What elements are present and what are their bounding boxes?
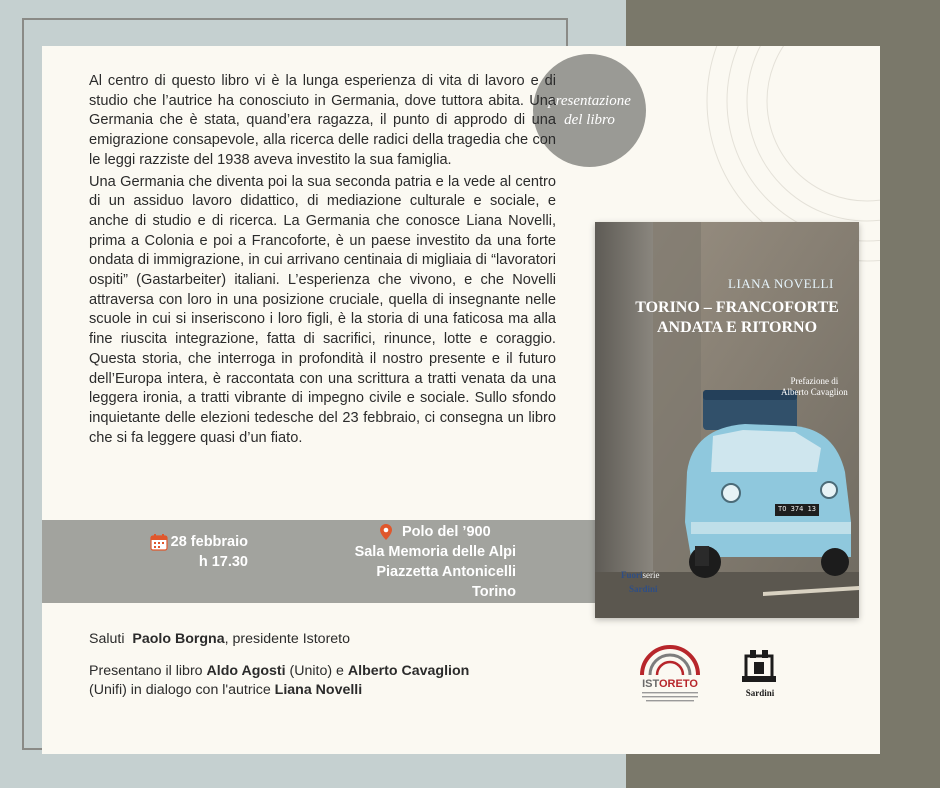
cover-series	[621, 570, 660, 580]
badge-line1: presentazione	[548, 92, 631, 109]
cover-series-b: serie	[642, 570, 660, 580]
book-description	[89, 72, 556, 448]
cover-preface-author: Alberto Cavaglion	[781, 387, 848, 397]
presenter-1-affiliation: (Unito) e	[285, 663, 348, 679]
event-date-block	[130, 532, 248, 572]
description-paragraph-1: Al centro di questo libro vi è la lunga esperienza di vita di lavoro e di studio che l’autrice ha conosciuto in Germania, dove tuttora abita. Una Germania che è stata, quand’era ragazza, il punto di approdo di una emigrazione consapevole, alla ricerca delle radici della tragedia che con le leggi razziste del 1938 aveva investito la sua famiglia.	[89, 73, 556, 168]
cover-plate: TO 374 13	[778, 505, 816, 513]
cover-series-a: Fuori	[621, 570, 643, 580]
sardini-logo-text: Sardini	[745, 688, 775, 698]
cover-author: LIANA NOVELLI	[728, 276, 834, 291]
event-square: Piazzetta Antonicelli	[376, 564, 516, 580]
location-pin-icon	[380, 524, 392, 540]
cover-title-line1: TORINO – FRANCOFORTE	[635, 299, 839, 316]
greeting-name: Paolo Borgna	[132, 631, 225, 647]
cover-preface-label: Prefazione di	[790, 376, 839, 386]
greeting-prefix: Saluti	[89, 631, 125, 647]
event-room: Sala Memoria delle Alpi	[354, 544, 516, 560]
cover-title-line2: ANDATA E RITORNO	[656, 319, 818, 336]
cover-preface	[781, 376, 848, 398]
presenter-2-affiliation: (Unifi) in dialogo con l'autrice	[89, 682, 275, 698]
credits	[89, 630, 559, 700]
event-info-bar	[42, 520, 595, 603]
event-time: h 17.30	[198, 554, 248, 570]
event-venue-block	[332, 522, 516, 602]
sardini-logo	[740, 646, 780, 702]
description-paragraph-2: Una Germania che diventa poi la sua seconda patria e la vede al centro di un assiduo lavoro didattico, di mediazione culturale e sociale, e anche di studio e di ricerca. La Germania che conosce Liana Novelli, prima a Colonia e poi a Francoforte, è un paese investito da una forte ondata di immigrazione, in cui arrivano centinaia di migliaia di “lavoratori ospiti” (Gastarbeiter) italiani. L’esperienza che vivono, e che Novelli attraversa con loro in una posizione cruciale, quella di insegnante nelle scuole in cui si inseriscono i loro figli, è la storia di una faticosa ma alla fine riuscita integrazione, fatta di sacrifici, rinunce, lotte e coraggio. Questa storia, che interroga in profondità il nostro presente e il futuro dell’Europa intera, è raccontata con una scrittura a tratti venata da una leggera ironia, a tratti vibrante di impegno civile e sociale. Sullo sfondo inquietante delle elezioni tedesche del 23 febbraio, ci consegna un libro che si fa leggere quasi d’un fiato.	[89, 173, 556, 446]
presenters-prefix: Presentano il libro	[89, 663, 207, 679]
event-date: 28 febbraio	[170, 534, 248, 550]
istoreto-logo	[636, 637, 704, 707]
presenter-2: Alberto Cavaglion	[347, 663, 470, 679]
event-venue: Polo del ’900	[402, 524, 491, 540]
cover-publisher: Sardini	[629, 584, 658, 594]
event-city: Torino	[471, 584, 516, 600]
badge-line2: del libro	[564, 111, 615, 128]
presenter-1: Aldo Agosti	[206, 663, 286, 679]
greeting-line	[89, 630, 559, 649]
svg-text:ISTORETO	[642, 678, 698, 690]
istoreto-logo-oreto: ORETO	[659, 678, 698, 690]
greeting-suffix: , presidente Istoreto	[224, 631, 351, 647]
cover-title	[622, 298, 852, 338]
calendar-icon	[150, 533, 168, 551]
istoreto-logo-ist: IST	[642, 678, 659, 690]
flyer-card	[42, 46, 880, 754]
book-cover	[595, 222, 859, 618]
presenters-line	[89, 662, 559, 700]
author-name: Liana Novelli	[274, 682, 363, 698]
